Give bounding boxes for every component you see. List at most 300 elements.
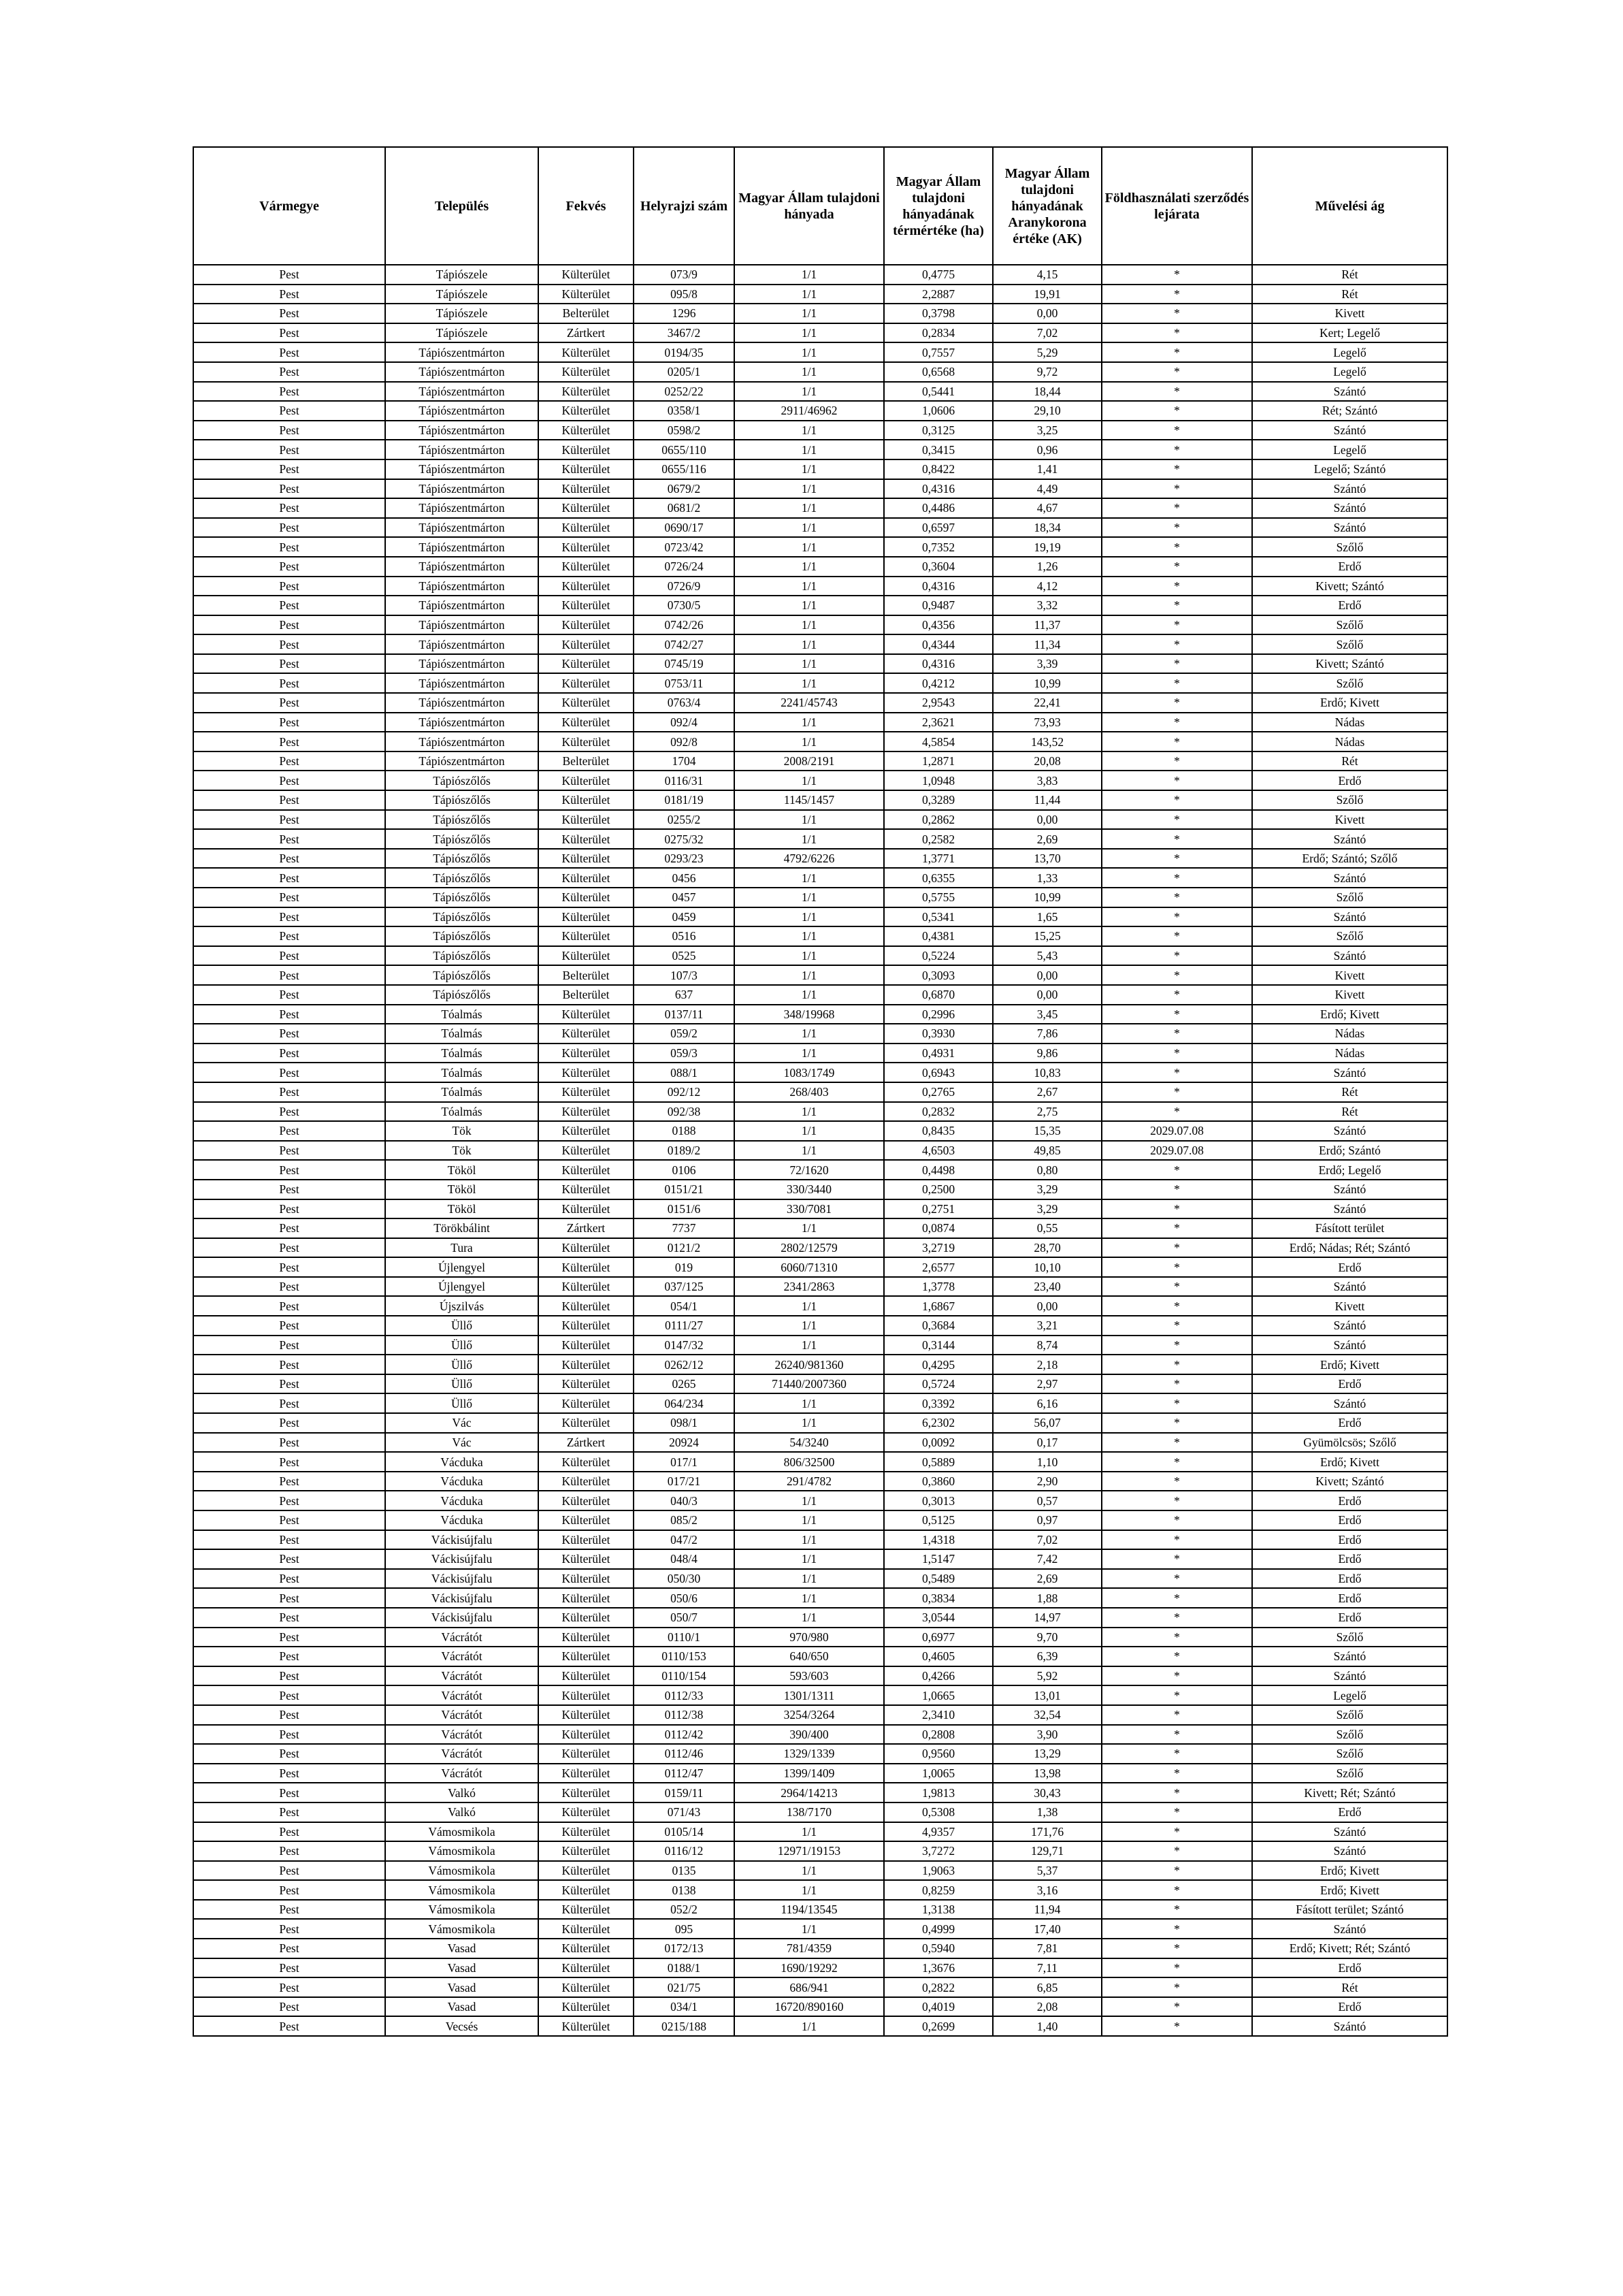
cell-cultivation: Szántó <box>1252 1121 1447 1141</box>
cell-ownership-share: 1/1 <box>734 1608 884 1628</box>
cell-settlement: Tápiószentmárton <box>385 673 538 693</box>
table-row <box>193 1063 1447 1082</box>
cell-location: Külterület <box>538 1491 634 1510</box>
cell-county: Pest <box>193 1569 385 1589</box>
table-row <box>193 673 1447 693</box>
table-row <box>193 401 1447 421</box>
cell-lease-expiry: * <box>1102 810 1252 830</box>
cell-gold-crown-value: 20,08 <box>993 751 1102 771</box>
cell-county: Pest <box>193 1121 385 1141</box>
cell-parcel-number: 034/1 <box>634 1997 734 2017</box>
cell-ownership-share: 1/1 <box>734 868 884 888</box>
cell-lease-expiry: * <box>1102 1977 1252 1997</box>
cell-lease-expiry: * <box>1102 1452 1252 1472</box>
cell-parcel-number: 0763/4 <box>634 693 734 713</box>
cell-gold-crown-value: 23,40 <box>993 1277 1102 1297</box>
cell-cultivation: Rét <box>1252 265 1447 285</box>
cell-ownership-share: 1/1 <box>734 615 884 635</box>
cell-gold-crown-value: 5,29 <box>993 342 1102 362</box>
cell-location: Külterület <box>538 771 634 790</box>
cell-ownership-share: 1/1 <box>734 1861 884 1881</box>
cell-cultivation: Kivett; Szántó <box>1252 1472 1447 1491</box>
cell-gold-crown-value: 56,07 <box>993 1413 1102 1433</box>
cell-location: Külterület <box>538 1355 634 1374</box>
cell-location: Külterület <box>538 673 634 693</box>
cell-gold-crown-value: 15,35 <box>993 1121 1102 1141</box>
cell-ownership-share: 1/1 <box>734 342 884 362</box>
cell-gold-crown-value: 30,43 <box>993 1783 1102 1802</box>
table-row <box>193 1413 1447 1433</box>
cell-county: Pest <box>193 634 385 654</box>
cell-parcel-number: 095 <box>634 1919 734 1939</box>
cell-county: Pest <box>193 1277 385 1297</box>
cell-location: Külterület <box>538 1530 634 1550</box>
table-row <box>193 1861 1447 1881</box>
cell-area-ha: 0,5724 <box>884 1374 993 1394</box>
cell-parcel-number: 0265 <box>634 1374 734 1394</box>
cell-gold-crown-value: 2,75 <box>993 1102 1102 1122</box>
cell-cultivation: Erdő <box>1252 1958 1447 1978</box>
cell-location: Külterület <box>538 946 634 966</box>
cell-lease-expiry: * <box>1102 1238 1252 1258</box>
cell-gold-crown-value: 6,39 <box>993 1647 1102 1666</box>
cell-county: Pest <box>193 771 385 790</box>
cell-settlement: Tököl <box>385 1199 538 1219</box>
cell-ownership-share: 640/650 <box>734 1647 884 1666</box>
cell-location: Külterület <box>538 1841 634 1861</box>
cell-settlement: Tápiószőlős <box>385 985 538 1005</box>
table-row <box>193 1491 1447 1510</box>
cell-area-ha: 0,4498 <box>884 1160 993 1180</box>
cell-cultivation: Fásított terület; Szántó <box>1252 1900 1447 1920</box>
cell-county: Pest <box>193 1180 385 1199</box>
cell-settlement: Tápiószele <box>385 304 538 323</box>
cell-cultivation: Kivett; Rét; Szántó <box>1252 1783 1447 1802</box>
cell-county: Pest <box>193 1880 385 1900</box>
cell-gold-crown-value: 22,41 <box>993 693 1102 713</box>
cell-settlement: Tápiószentmárton <box>385 577 538 596</box>
cell-area-ha: 0,5125 <box>884 1510 993 1530</box>
cell-parcel-number: 20924 <box>634 1433 734 1453</box>
cell-lease-expiry: 2029.07.08 <box>1102 1121 1252 1141</box>
header-helyrajzi-szam: Helyrajzi szám <box>634 147 734 265</box>
cell-gold-crown-value: 3,32 <box>993 596 1102 615</box>
cell-ownership-share: 1/1 <box>734 1141 884 1161</box>
cell-location: Külterület <box>538 1180 634 1199</box>
cell-location: Külterület <box>538 1783 634 1802</box>
cell-parcel-number: 637 <box>634 985 734 1005</box>
cell-lease-expiry: * <box>1102 1044 1252 1063</box>
cell-lease-expiry: * <box>1102 654 1252 674</box>
cell-area-ha: 0,6568 <box>884 362 993 382</box>
cell-area-ha: 3,2719 <box>884 1238 993 1258</box>
cell-lease-expiry: * <box>1102 732 1252 751</box>
cell-ownership-share: 593/603 <box>734 1666 884 1686</box>
cell-area-ha: 0,4356 <box>884 615 993 635</box>
cell-cultivation: Szőlő <box>1252 790 1447 810</box>
cell-gold-crown-value: 7,02 <box>993 1530 1102 1550</box>
cell-lease-expiry: * <box>1102 1277 1252 1297</box>
cell-settlement: Tápiószentmárton <box>385 440 538 459</box>
cell-parcel-number: 0112/38 <box>634 1705 734 1725</box>
cell-lease-expiry: * <box>1102 557 1252 577</box>
cell-ownership-share: 330/7081 <box>734 1199 884 1219</box>
cell-gold-crown-value: 17,40 <box>993 1919 1102 1939</box>
table-header-row <box>193 147 1447 265</box>
cell-area-ha: 0,0092 <box>884 1433 993 1453</box>
cell-ownership-share: 1/1 <box>734 285 884 304</box>
cell-area-ha: 1,3138 <box>884 1900 993 1920</box>
cell-settlement: Vácrátót <box>385 1764 538 1783</box>
cell-ownership-share: 1083/1749 <box>734 1063 884 1082</box>
cell-area-ha: 0,2751 <box>884 1199 993 1219</box>
cell-cultivation: Szőlő <box>1252 1725 1447 1745</box>
cell-area-ha: 0,5341 <box>884 907 993 927</box>
cell-gold-crown-value: 49,85 <box>993 1141 1102 1161</box>
cell-settlement: Üllő <box>385 1374 538 1394</box>
cell-settlement: Tápiószentmárton <box>385 654 538 674</box>
cell-lease-expiry: * <box>1102 1764 1252 1783</box>
cell-area-ha: 3,7272 <box>884 1841 993 1861</box>
cell-cultivation: Erdő <box>1252 1374 1447 1394</box>
cell-ownership-share: 1/1 <box>734 265 884 285</box>
cell-parcel-number: 040/3 <box>634 1491 734 1510</box>
cell-location: Külterület <box>538 1238 634 1258</box>
table-row <box>193 1433 1447 1453</box>
cell-county: Pest <box>193 265 385 285</box>
cell-parcel-number: 0598/2 <box>634 421 734 440</box>
cell-location: Külterület <box>538 1608 634 1628</box>
cell-settlement: Tápiószentmárton <box>385 732 538 751</box>
cell-lease-expiry: * <box>1102 1880 1252 1900</box>
cell-settlement: Vasad <box>385 1977 538 1997</box>
cell-cultivation: Erdő <box>1252 557 1447 577</box>
cell-lease-expiry: * <box>1102 985 1252 1005</box>
cell-settlement: Üllő <box>385 1336 538 1355</box>
cell-area-ha: 0,3860 <box>884 1472 993 1491</box>
table-row <box>193 1374 1447 1394</box>
cell-parcel-number: 0106 <box>634 1160 734 1180</box>
cell-area-ha: 0,5889 <box>884 1452 993 1472</box>
cell-lease-expiry: * <box>1102 1180 1252 1199</box>
cell-county: Pest <box>193 1647 385 1666</box>
cell-ownership-share: 1/1 <box>734 1296 884 1316</box>
cell-gold-crown-value: 4,49 <box>993 479 1102 499</box>
cell-ownership-share: 1/1 <box>734 459 884 479</box>
cell-county: Pest <box>193 479 385 499</box>
cell-parcel-number: 052/2 <box>634 1900 734 1920</box>
cell-gold-crown-value: 0,80 <box>993 1160 1102 1180</box>
table-row <box>193 518 1447 538</box>
cell-gold-crown-value: 3,29 <box>993 1180 1102 1199</box>
cell-area-ha: 0,2834 <box>884 323 993 343</box>
cell-ownership-share: 3254/3264 <box>734 1705 884 1725</box>
cell-county: Pest <box>193 1005 385 1024</box>
cell-lease-expiry: * <box>1102 965 1252 985</box>
table-row <box>193 1647 1447 1666</box>
cell-county: Pest <box>193 732 385 751</box>
cell-settlement: Valkó <box>385 1802 538 1822</box>
cell-county: Pest <box>193 1900 385 1920</box>
cell-location: Külterület <box>538 2016 634 2036</box>
table-row <box>193 790 1447 810</box>
cell-parcel-number: 0655/110 <box>634 440 734 459</box>
cell-settlement: Tápiószentmárton <box>385 401 538 421</box>
cell-settlement: Vác <box>385 1433 538 1453</box>
cell-lease-expiry: * <box>1102 1705 1252 1725</box>
cell-parcel-number: 050/30 <box>634 1569 734 1589</box>
cell-lease-expiry: * <box>1102 1725 1252 1745</box>
cell-ownership-share: 16720/890160 <box>734 1997 884 2017</box>
cell-cultivation: Erdő; Kivett <box>1252 1355 1447 1374</box>
cell-ownership-share: 1/1 <box>734 1919 884 1939</box>
cell-county: Pest <box>193 1355 385 1374</box>
cell-parcel-number: 0110/154 <box>634 1666 734 1686</box>
cell-cultivation: Rét; Szántó <box>1252 401 1447 421</box>
cell-parcel-number: 021/75 <box>634 1977 734 1997</box>
cell-area-ha: 4,9357 <box>884 1822 993 1842</box>
cell-settlement: Vácduka <box>385 1452 538 1472</box>
cell-ownership-share: 1/1 <box>734 654 884 674</box>
cell-cultivation: Szőlő <box>1252 926 1447 946</box>
cell-gold-crown-value: 10,10 <box>993 1257 1102 1277</box>
table-row <box>193 1977 1447 1997</box>
cell-cultivation: Kivett <box>1252 985 1447 1005</box>
cell-settlement: Tápiószőlős <box>385 965 538 985</box>
cell-cultivation: Kivett; Szántó <box>1252 577 1447 596</box>
cell-lease-expiry: * <box>1102 1569 1252 1589</box>
cell-lease-expiry: * <box>1102 1647 1252 1666</box>
cell-lease-expiry: * <box>1102 751 1252 771</box>
cell-location: Külterület <box>538 557 634 577</box>
cell-settlement: Vácduka <box>385 1491 538 1510</box>
cell-location: Külterület <box>538 1725 634 1745</box>
cell-ownership-share: 1/1 <box>734 965 884 985</box>
cell-settlement: Tápiószentmárton <box>385 518 538 538</box>
cell-location: Külterület <box>538 440 634 459</box>
cell-parcel-number: 092/38 <box>634 1102 734 1122</box>
cell-gold-crown-value: 1,33 <box>993 868 1102 888</box>
cell-parcel-number: 0181/19 <box>634 790 734 810</box>
cell-settlement: Tápiószőlős <box>385 888 538 907</box>
cell-cultivation: Erdő <box>1252 1549 1447 1569</box>
table-row <box>193 1705 1447 1725</box>
cell-cultivation: Rét <box>1252 285 1447 304</box>
cell-settlement: Újlengyel <box>385 1277 538 1297</box>
cell-lease-expiry: * <box>1102 1919 1252 1939</box>
cell-ownership-share: 1/1 <box>734 362 884 382</box>
cell-cultivation: Erdő; Kivett; Rét; Szántó <box>1252 1939 1447 1958</box>
cell-county: Pest <box>193 459 385 479</box>
cell-lease-expiry: * <box>1102 849 1252 869</box>
cell-cultivation: Rét <box>1252 1102 1447 1122</box>
cell-gold-crown-value: 10,83 <box>993 1063 1102 1082</box>
cell-settlement: Vasad <box>385 1997 538 2017</box>
cell-area-ha: 1,0065 <box>884 1764 993 1783</box>
cell-area-ha: 1,3676 <box>884 1958 993 1978</box>
cell-location: Külterület <box>538 634 634 654</box>
cell-settlement: Vácrátót <box>385 1647 538 1666</box>
cell-area-ha: 0,2808 <box>884 1725 993 1745</box>
cell-location: Külterület <box>538 1919 634 1939</box>
cell-ownership-share: 1/1 <box>734 1316 884 1336</box>
cell-county: Pest <box>193 713 385 732</box>
cell-county: Pest <box>193 907 385 927</box>
cell-ownership-share: 970/980 <box>734 1628 884 1647</box>
cell-parcel-number: 0742/27 <box>634 634 734 654</box>
cell-location: Külterület <box>538 1199 634 1219</box>
cell-area-ha: 2,3410 <box>884 1705 993 1725</box>
cell-cultivation: Fásított terület <box>1252 1218 1447 1238</box>
cell-location: Külterület <box>538 596 634 615</box>
table-row <box>193 1764 1447 1783</box>
cell-cultivation: Szántó <box>1252 829 1447 849</box>
cell-ownership-share: 1301/1311 <box>734 1685 884 1705</box>
cell-gold-crown-value: 3,29 <box>993 1199 1102 1219</box>
cell-county: Pest <box>193 1958 385 1978</box>
cell-settlement: Vasad <box>385 1939 538 1958</box>
cell-location: Külterület <box>538 1958 634 1978</box>
cell-ownership-share: 1/1 <box>734 634 884 654</box>
cell-location: Külterület <box>538 577 634 596</box>
cell-area-ha: 0,4999 <box>884 1919 993 1939</box>
cell-lease-expiry: * <box>1102 1666 1252 1686</box>
cell-settlement: Vác <box>385 1413 538 1433</box>
cell-lease-expiry: * <box>1102 829 1252 849</box>
cell-cultivation: Erdő <box>1252 1588 1447 1608</box>
cell-county: Pest <box>193 1257 385 1277</box>
cell-ownership-share: 1194/13545 <box>734 1900 884 1920</box>
cell-county: Pest <box>193 1608 385 1628</box>
cell-cultivation: Szőlő <box>1252 1744 1447 1764</box>
cell-cultivation: Kivett <box>1252 965 1447 985</box>
cell-lease-expiry: * <box>1102 673 1252 693</box>
cell-cultivation: Rét <box>1252 1977 1447 1997</box>
cell-county: Pest <box>193 401 385 421</box>
cell-ownership-share: 1/1 <box>734 1413 884 1433</box>
cell-settlement: Váckisújfalu <box>385 1530 538 1550</box>
cell-area-ha: 1,0948 <box>884 771 993 790</box>
cell-parcel-number: 092/8 <box>634 732 734 751</box>
table-row <box>193 810 1447 830</box>
cell-parcel-number: 0194/35 <box>634 342 734 362</box>
table-row <box>193 265 1447 285</box>
table-row <box>193 1277 1447 1297</box>
cell-area-ha: 0,4019 <box>884 1997 993 2017</box>
cell-county: Pest <box>193 1160 385 1180</box>
cell-county: Pest <box>193 362 385 382</box>
cell-lease-expiry: * <box>1102 790 1252 810</box>
cell-location: Külterület <box>538 1997 634 2017</box>
cell-lease-expiry: * <box>1102 1744 1252 1764</box>
cell-county: Pest <box>193 1374 385 1394</box>
cell-ownership-share: 1399/1409 <box>734 1764 884 1783</box>
cell-ownership-share: 1/1 <box>734 1336 884 1355</box>
cell-parcel-number: 0681/2 <box>634 498 734 518</box>
cell-area-ha: 1,5147 <box>884 1549 993 1569</box>
cell-settlement: Vámosmikola <box>385 1900 538 1920</box>
cell-settlement: Tápiószentmárton <box>385 693 538 713</box>
cell-location: Zártkert <box>538 1218 634 1238</box>
cell-lease-expiry: * <box>1102 1549 1252 1569</box>
cell-lease-expiry: * <box>1102 440 1252 459</box>
cell-parcel-number: 0726/9 <box>634 577 734 596</box>
cell-lease-expiry: * <box>1102 1024 1252 1044</box>
cell-county: Pest <box>193 1841 385 1861</box>
cell-lease-expiry: * <box>1102 1063 1252 1082</box>
cell-gold-crown-value: 19,19 <box>993 537 1102 557</box>
cell-lease-expiry: * <box>1102 868 1252 888</box>
cell-cultivation: Szőlő <box>1252 537 1447 557</box>
cell-parcel-number: 0188/1 <box>634 1958 734 1978</box>
cell-cultivation: Erdő <box>1252 1997 1447 2017</box>
cell-ownership-share: 2008/2191 <box>734 751 884 771</box>
cell-settlement: Vámosmikola <box>385 1861 538 1881</box>
cell-location: Külterület <box>538 1977 634 1997</box>
cell-lease-expiry: * <box>1102 1997 1252 2017</box>
cell-parcel-number: 0262/12 <box>634 1355 734 1374</box>
cell-ownership-share: 1/1 <box>734 1218 884 1238</box>
cell-location: Külterület <box>538 1764 634 1783</box>
cell-area-ha: 2,2887 <box>884 285 993 304</box>
cell-parcel-number: 088/1 <box>634 1063 734 1082</box>
cell-area-ha: 6,2302 <box>884 1413 993 1433</box>
table-row <box>193 713 1447 732</box>
cell-county: Pest <box>193 440 385 459</box>
cell-settlement: Tápiószentmárton <box>385 751 538 771</box>
cell-parcel-number: 0151/6 <box>634 1199 734 1219</box>
cell-cultivation: Rét <box>1252 751 1447 771</box>
cell-lease-expiry: * <box>1102 1413 1252 1433</box>
cell-county: Pest <box>193 1628 385 1647</box>
cell-cultivation: Szántó <box>1252 421 1447 440</box>
cell-gold-crown-value: 1,40 <box>993 2016 1102 2036</box>
cell-ownership-share: 1/1 <box>734 810 884 830</box>
cell-gold-crown-value: 7,11 <box>993 1958 1102 1978</box>
cell-cultivation: Erdő <box>1252 1510 1447 1530</box>
table-row <box>193 362 1447 382</box>
cell-parcel-number: 0110/153 <box>634 1647 734 1666</box>
cell-area-ha: 0,2765 <box>884 1082 993 1102</box>
cell-county: Pest <box>193 790 385 810</box>
cell-parcel-number: 0215/188 <box>634 2016 734 2036</box>
cell-area-ha: 2,3621 <box>884 713 993 732</box>
cell-gold-crown-value: 0,00 <box>993 985 1102 1005</box>
cell-ownership-share: 1/1 <box>734 829 884 849</box>
cell-settlement: Vámosmikola <box>385 1841 538 1861</box>
cell-county: Pest <box>193 1764 385 1783</box>
cell-location: Belterület <box>538 965 634 985</box>
cell-parcel-number: 0516 <box>634 926 734 946</box>
cell-gold-crown-value: 9,86 <box>993 1044 1102 1063</box>
cell-county: Pest <box>193 1024 385 1044</box>
cell-area-ha: 0,2500 <box>884 1180 993 1199</box>
cell-gold-crown-value: 28,70 <box>993 1238 1102 1258</box>
cell-lease-expiry: * <box>1102 1472 1252 1491</box>
cell-county: Pest <box>193 1919 385 1939</box>
cell-ownership-share: 4792/6226 <box>734 849 884 869</box>
table-row <box>193 1530 1447 1550</box>
cell-parcel-number: 092/4 <box>634 713 734 732</box>
cell-cultivation: Nádas <box>1252 732 1447 751</box>
cell-county: Pest <box>193 1666 385 1686</box>
cell-settlement: Tápiószentmárton <box>385 342 538 362</box>
cell-county: Pest <box>193 1238 385 1258</box>
cell-cultivation: Szőlő <box>1252 1705 1447 1725</box>
cell-settlement: Tóalmás <box>385 1102 538 1122</box>
cell-location: Külterület <box>538 829 634 849</box>
cell-ownership-share: 54/3240 <box>734 1433 884 1453</box>
